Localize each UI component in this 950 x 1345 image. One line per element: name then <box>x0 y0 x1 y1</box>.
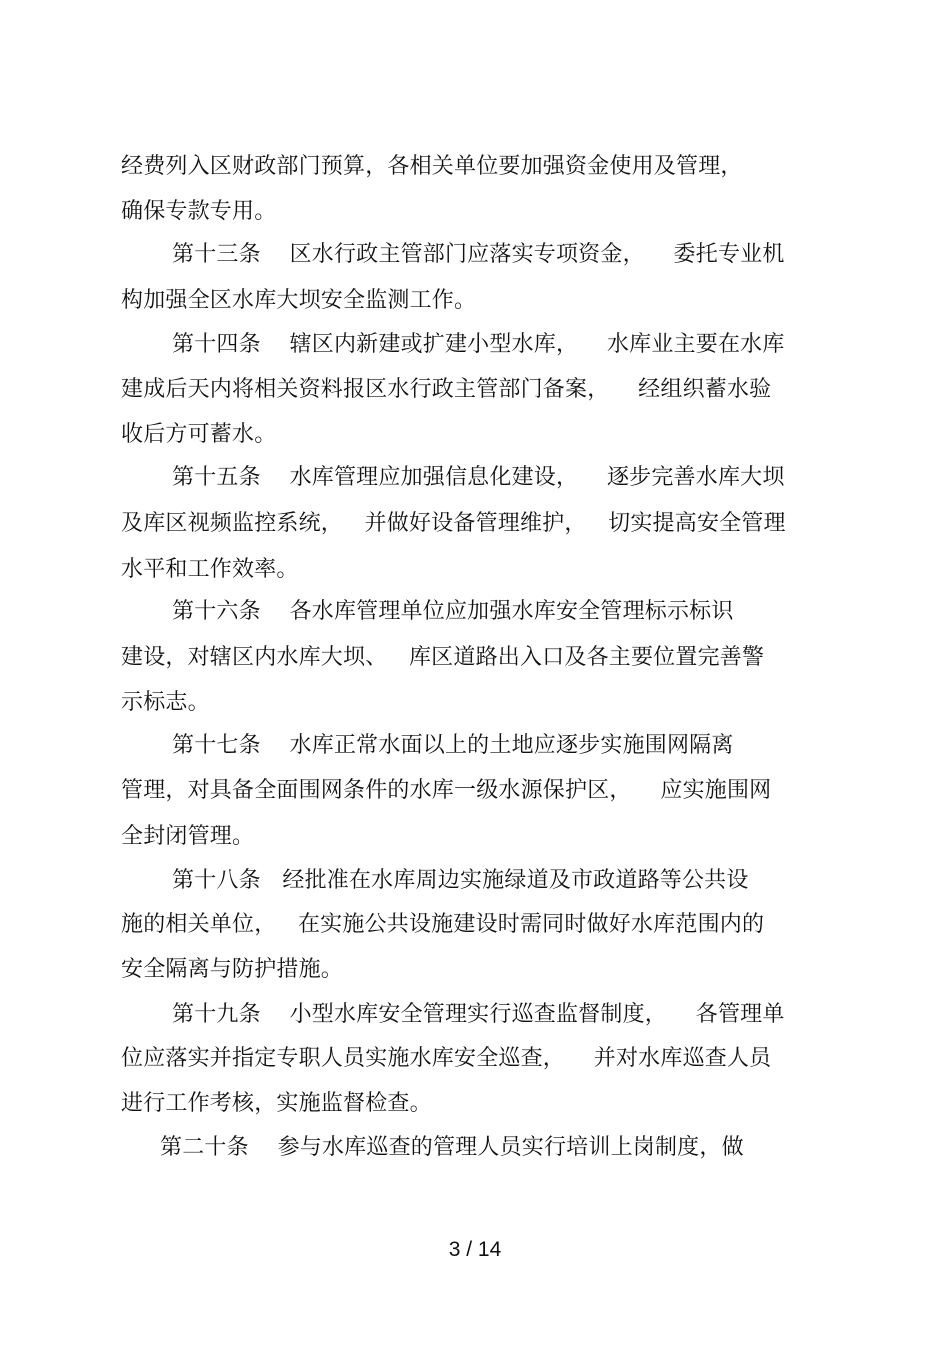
text-line: 示标志。 <box>121 690 210 715</box>
text-line: 全封闭管理。 <box>121 824 255 849</box>
text-line: 水平和工作效率。 <box>121 557 299 582</box>
text-line: 第十七条 水库正常水面以上的土地应逐步实施围网隔离 <box>172 733 734 758</box>
text-line: 第十三条 区水行政主管部门应落实专项资金， 委托专业机 <box>172 242 785 267</box>
text-line: 第十六条 各水库管理单位应加强水库安全管理标示标识 <box>172 599 734 624</box>
text-line: 建成后天内将相关资料报区水行政主管部门备案， 经组织蓄水验 <box>121 377 772 402</box>
text-line: 安全隔离与防护措施。 <box>121 957 344 982</box>
text-line: 建设，对辖区内水库大坝、 库区道路出入口及各主要位置完善警 <box>121 645 765 670</box>
text-line: 收后方可蓄水。 <box>121 422 277 447</box>
text-line: 第十八条 经批准在水库周边实施绿道及市政道路等公共设 <box>172 868 749 893</box>
text-line: 位应落实并指定专职人员实施水库安全巡查， 并对水库巡查人员 <box>121 1046 772 1071</box>
text-line: 经费列入区财政部门预算，各相关单位要加强资金使用及管理， <box>121 154 743 179</box>
text-line: 第二十条 参与水库巡查的管理人员实行培训上岗制度，做 <box>160 1135 744 1160</box>
text-line: 管理，对具备全面围网条件的水库一级水源保护区， 应实施围网 <box>121 778 772 803</box>
text-line: 进行工作考核，实施监督检查。 <box>121 1091 432 1116</box>
text-line: 施的相关单位， 在实施公共设施建设时需同时做好水库范围内的 <box>121 912 765 937</box>
page-number: 3 / 14 <box>448 1238 502 1261</box>
text-line: 及库区视频监控系统， 并做好设备管理维护， 切实提高安全管理 <box>121 511 786 536</box>
text-line: 确保专款专用。 <box>121 199 277 224</box>
text-line: 第十九条 小型水库安全管理实行巡查监督制度， 各管理单 <box>172 1002 785 1027</box>
text-line: 构加强全区水库大坝安全监测工作。 <box>121 288 477 313</box>
text-line: 第十四条 辖区内新建或扩建小型水库， 水库业主要在水库 <box>172 332 785 357</box>
text-line: 第十五条 水库管理应加强信息化建设， 逐步完善水库大坝 <box>172 465 785 490</box>
